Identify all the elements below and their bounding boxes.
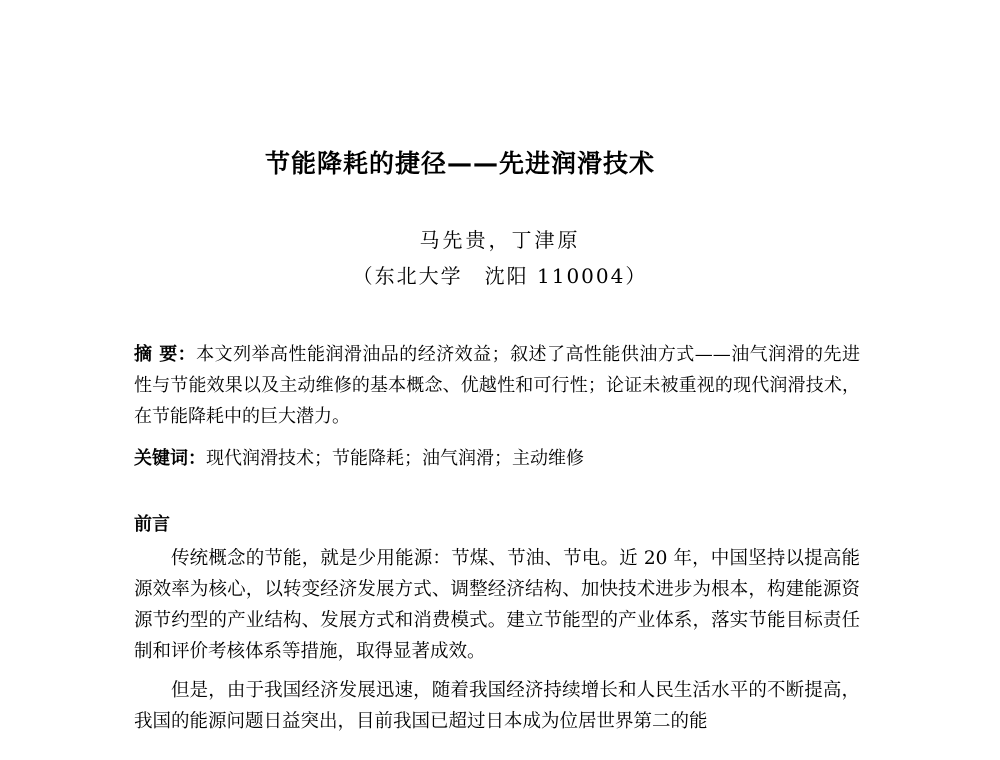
section-heading: 前言: [134, 514, 170, 535]
body-paragraph: 传统概念的节能，就是少用能源：节煤、节油、节电。近 20 年，中国坚持以提高能源效率为核心，以转变经济发展方式、调整经济结构、加快技术进步为根本，构建能源资源节约型的产业结构、发展方式和消费模式。建立节能型的产业体系，落实节能目标责任制和评价考核体系等措施，取得显著成效。: [134, 548, 860, 662]
keywords-text: 现代润滑技术；节能降耗；油气润滑；主动维修: [206, 448, 584, 469]
keywords-label: 关键词：: [134, 448, 206, 469]
paper-title: 节能降耗的捷径——先进润滑技术: [264, 149, 655, 178]
abstract-label: 摘 要：: [134, 344, 197, 365]
affiliation: （东北大学 沈阳 110004）: [352, 264, 648, 288]
keywords: [134, 443, 860, 474]
abstract: [134, 339, 860, 432]
authors: 马先贵，丁津原: [419, 228, 581, 252]
abstract-text: 本文列举高性能润滑油品的经济效益；叙述了高性能供油方式——油气润滑的先进性与节能效果以及主动维修的基本概念、优越性和可行性；论证未被重视的现代润滑技术，在节能降耗中的巨大潜力。: [134, 344, 860, 427]
body-paragraph: 但是，由于我国经济发展迅速，随着我国经济持续增长和人民生活水平的不断提高，我国的能源问题日益突出，目前我国已超过日本成为位居世界第二的能: [134, 680, 860, 732]
